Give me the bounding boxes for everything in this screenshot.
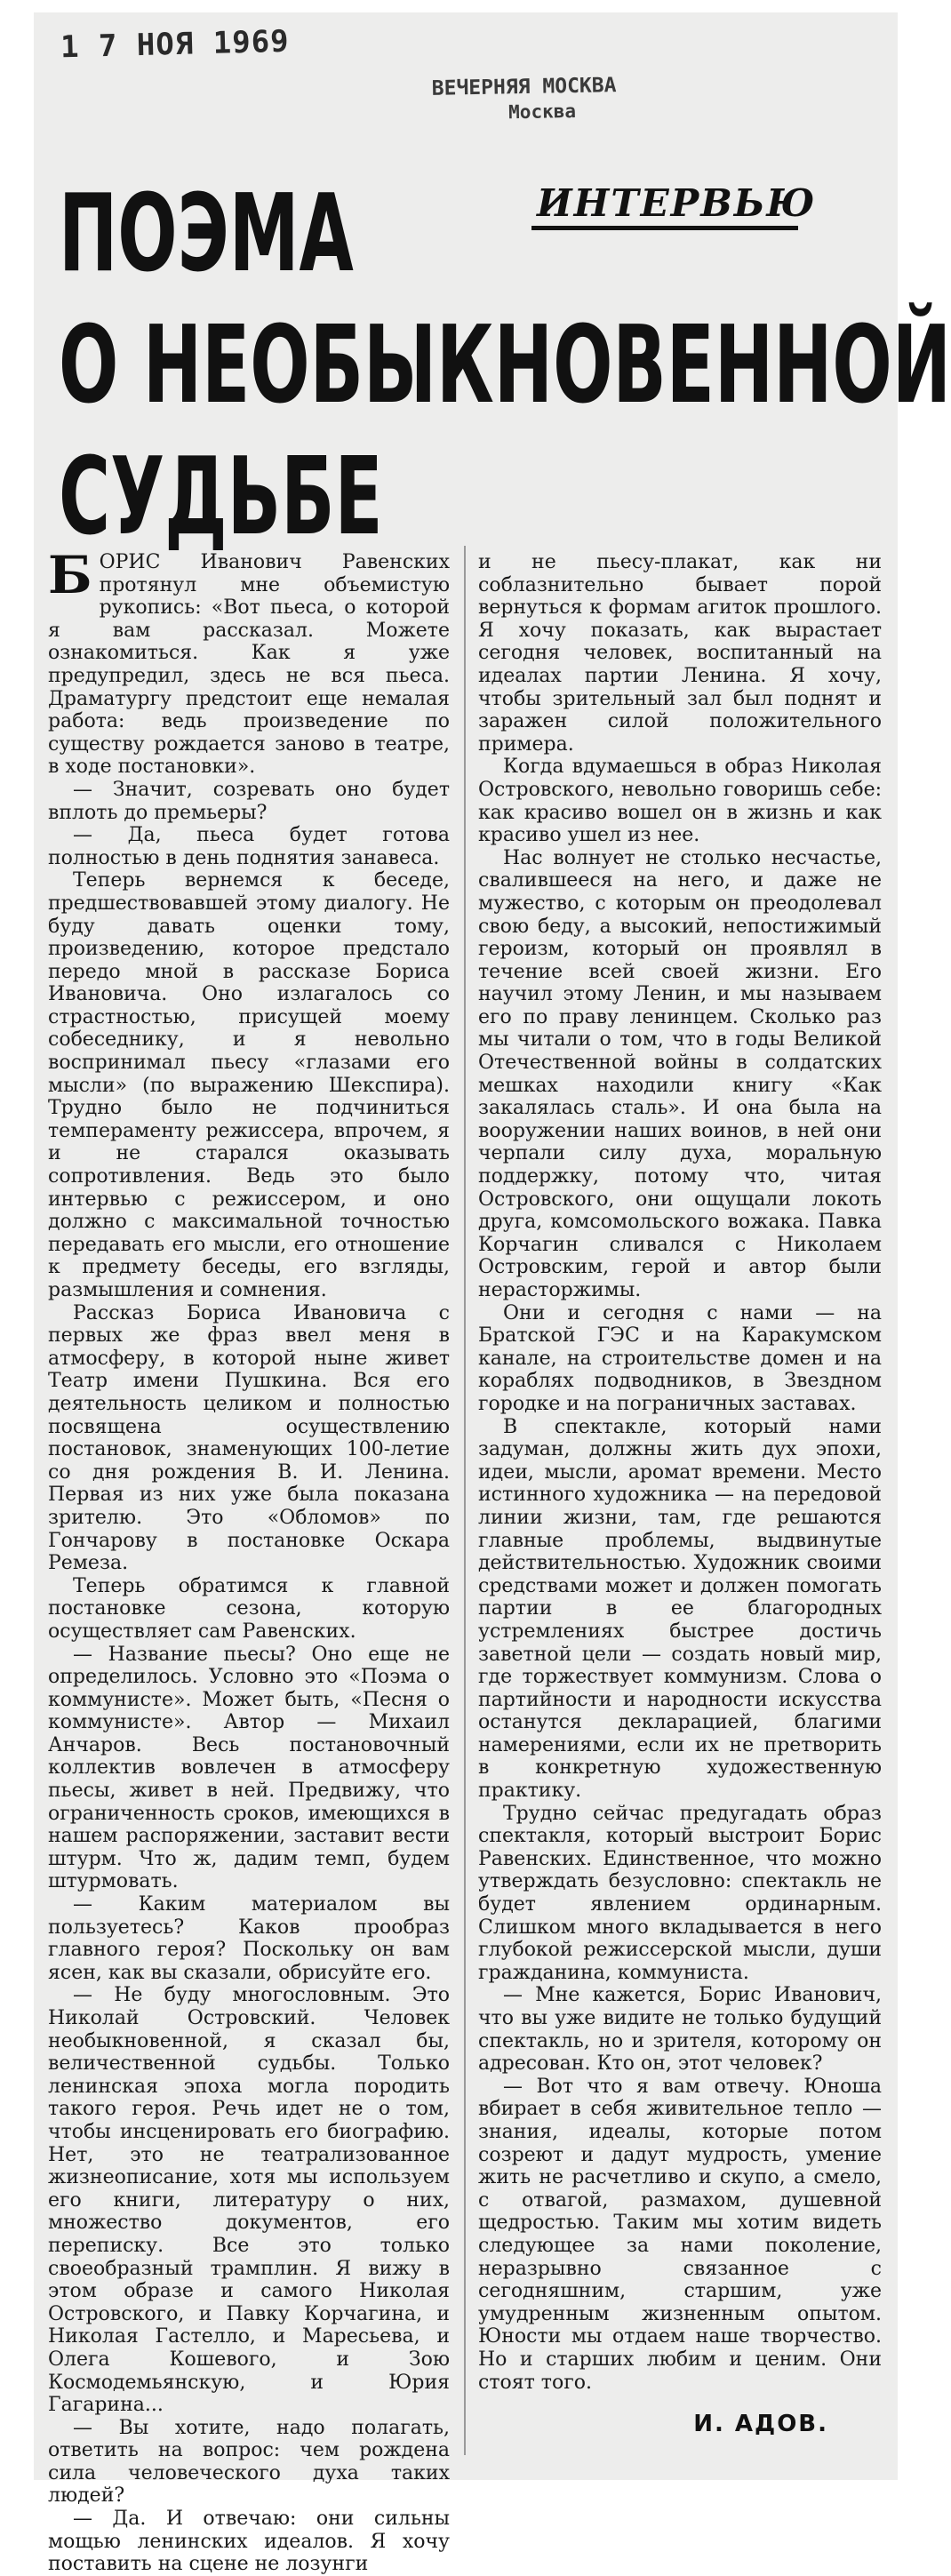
article-paragraph: Рассказ Бориса Ивановича с первых же фраз ввел меня в атмосферу, в которой ныне живет Театр имени Пушкина. Вся его деятельность целиком и полностью посвящена осуществлению постановок, знаменующих 100-летие со дня рождения В. И. Ленина. Первая из них уже была показана зрителю. Это «Обломов» по Гончарову в постановке Оскара Ремеза.	[48, 1301, 450, 1575]
article-paragraph: — Не буду многословным. Это Николай Островский. Человек необыкновенной, я сказал бы, величественной судьбы. Только ленинская эпоха могла породить такого героя. Речь идет не о том, чтобы инсценировать его биографию. Нет, это не театрализованное жизнеописание, хотя мы используем его книги, литературу о них, множество документов, его переписку. Все это только своеобразный трамплин. Я вижу в этом образе и самого Николая Островского, и Павку Корчагина, и Николая Гастелло, и Маресьева, и Олега Кошевого, и Зою Космодемьянскую, и Юрия Гагарина...	[48, 1984, 450, 2417]
article-paragraph: — Да, пьеса будет готова полностью в день поднятия занавеса.	[48, 824, 450, 869]
article-paragraph: и не пьесу-плакат, как ни соблазнительно бывает порой вернуться к формам агиток прошлого. Я хочу показать, как вырастает сегодня человек, воспитанный на идеалах партии Ленина. Я хочу, чтобы зрительный зал был поднят и заражен силой положительного примера.	[478, 551, 882, 756]
article-paragraph: Они и сегодня с нами — на Братской ГЭС и на Каракумском канале, на строительстве домен и на кораблях подводников, в Звездном городке и на пограничных заставах.	[478, 1301, 882, 1415]
author-signature: И. АДОВ.	[693, 2411, 828, 2437]
rubric-label: ИНТЕРВЬЮ	[537, 181, 817, 225]
drop-cap-letter: Б	[48, 545, 92, 605]
article-column-right	[478, 551, 882, 2394]
newspaper-clipping	[34, 12, 951, 2576]
newspaper-name: ВЕЧЕРНЯЯ МОСКВА	[431, 74, 617, 100]
newspaper-city: Москва	[507, 100, 577, 124]
article-column-left	[48, 545, 450, 2576]
article-paragraph: Теперь обратимся к главной постановке сезона, которую осуществляет сам Равенских.	[48, 1574, 450, 1643]
headline-line-1: ПОЭМА	[59, 172, 354, 296]
article-paragraph: Нас волнует не столько несчастье, свалившееся на него, и даже не мужество, с которым он преодолевал свою беду, а высокий, непостижимый героизм, который он проявлял в течение всей своей жизни. Его научил этому Ленин, и мы называем его по праву ленинцем. Сколько раз мы читали о том, что в годы Великой Отечественной войны в солдатских мешках находили книгу «Как закалялась сталь». И она была на вооружении наших воинов, в ней они черпали силу духа, моральную поддержку, потому что, читая Островского, они ощущали локоть друга, комсомольского вожака. Павка Корчагин сливался с Николаем Островским, герой и автор были нерасторжимы.	[478, 846, 882, 1301]
article-paragraph: — Вы хотите, надо полагать, ответить на вопрос: чем рождена сила человеческого духа таких людей?	[48, 2416, 450, 2508]
article-paragraph: — Каким материалом вы пользуетесь? Каков прообраз главного героя? Поскольку он вам ясен, как вы сказали, обрисуйте его.	[48, 1893, 450, 1984]
headline-line-3: СУДЬБЕ	[59, 436, 383, 559]
article-paragraph: Теперь вернемся к беседе, предшествовавшей этому диалогу. Не буду давать оценки тому, произведению, которое предстало передо мной в рассказе Бориса Ивановича. Оно излагалось со страстностью, присущей моему собеседнику, и я невольно воспринимал пьесу «глазами его мысли» (по выражению Шекспира). Трудно было не подчиниться темпераменту режиссера, впрочем, я и не старался оказывать сопротивления. Ведь это было интервью с режиссером, и оно должно с максимальной точностью передавать его мысли, его отношение к предмету беседы, его взгляды, размышления и сомнения.	[48, 869, 450, 1301]
source-stamp	[432, 73, 618, 126]
headline-line-2: О НЕОБЫКНОВЕННОЙ	[59, 304, 951, 428]
article-paragraph	[48, 545, 450, 779]
date-stamp: 1 7 НОЯ 1969	[60, 23, 291, 66]
article-paragraph: — Значит, созревать оно будет вплоть до премьеры?	[48, 778, 450, 824]
article-paragraph: — Вот что я вам отвечу. Юноша вбирает в себя живительное тепло — знания, идеалы, которые потом созреют и дадут мудрость, умение жить не расчетливо и скупо, а смело, с отвагой, размахом, душевной щедростью. Таким мы хотим видеть следующее за нами поколение, неразрывно связанное с сегодняшним, старшим, уже умудренным жизненным опытом. Юности мы отдаем наше творчество. Но и старших любим и ценим. Они стоят того.	[478, 2075, 882, 2394]
article-paragraph: Трудно сейчас предугадать образ спектакля, который выстроит Борис Равенских. Единственное, что можно утверждать безусловно: спектакль не будет явлением ординарным. Слишком много вкладывается в него глубокой режиссерской мысли, души гражданина, коммуниста.	[478, 1802, 882, 1984]
article-paragraph: — Да. И отвечаю: они сильны мощью ленинских идеалов. Я хочу поставить на сцене не лозунги	[48, 2508, 450, 2576]
rubric-underline	[531, 226, 798, 230]
article-paragraph: — Название пьесы? Оно еще не определилось. Условно это «Поэма о коммунисте». Может быть, «Песня о коммунисте». Автор — Михаил Анчаров. Весь постановочный коллектив вовлечен в атмосферу пьесы, живет в ней. Предвижу, что ограниченность сроков, имеющихся в нашем распоряжении, заставит вести штурм. Что ж, дадим темп, будем штурмовать.	[48, 1643, 450, 1893]
article-paragraph: В спектакле, который нами задуман, должны жить дух эпохи, идеи, мысли, аромат времени. Место истинного художника — на передовой линии жизни, там, где решаются главные проблемы, выдвинутые действительностью. Художник своими средствами может и должен помогать партии в ее благородных устремлениях быстрее достичь заветной цели — создать новый мир, где торжествует коммунизм. Слова о партийности и народности искусства останутся декларацией, благими намерениями, если их не претворить в конкретную художественную практику.	[478, 1415, 882, 1803]
column-divider	[464, 546, 466, 2455]
paragraph-text: ОРИС Иванович Равенских протянул мне объемистую рукопись: «Вот пьеса, о которой я вам рассказал. Можете ознакомиться. Как я уже предупредил, здесь не вся пьеса. Драматургу предстоит еще немалая работа: ведь произведение по существу рождается заново в театре, в ходе постановки».	[48, 551, 450, 779]
article-paragraph: Когда вдумаешься в образ Николая Островского, невольно говоришь себе: как красиво вошел он в жизнь и как красиво ушел из нее.	[478, 756, 882, 847]
article-paragraph: — Мне кажется, Борис Иванович, что вы уже видите не только будущий спектакль, но и зрителя, которому он адресован. Кто он, этот человек?	[478, 1984, 882, 2076]
